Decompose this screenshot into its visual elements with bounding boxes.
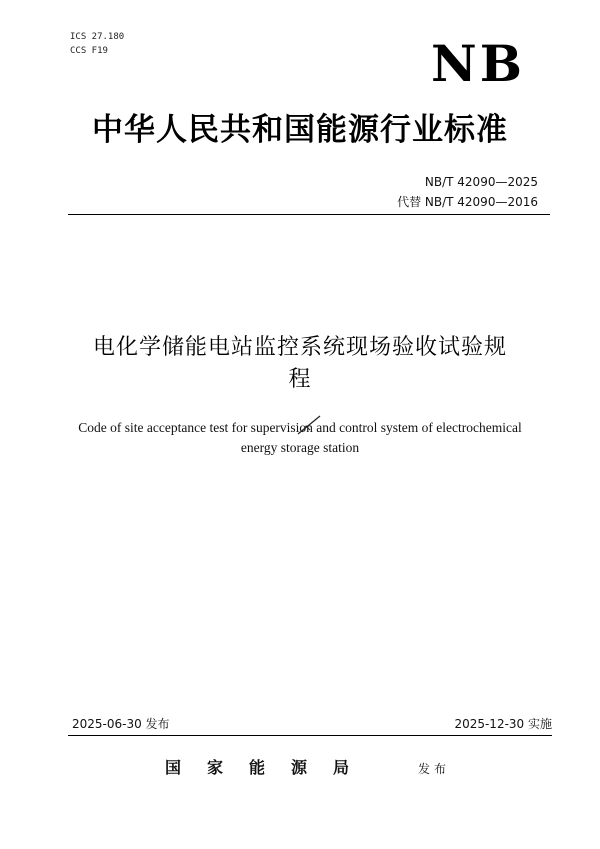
- english-title-line-2: energy storage station: [240, 440, 360, 455]
- publish-date: 2025-06-30 发布: [72, 717, 170, 731]
- issue-label: 发布: [418, 762, 451, 776]
- english-title-line-1: Code of site acceptance test for supervision and control system of electrochemical: [78, 420, 522, 435]
- classification-codes: [70, 30, 124, 58]
- handwritten-correction-mark: [296, 414, 322, 436]
- standard-numbers: [397, 172, 538, 212]
- standard-category-title: 中华人民共和国能源行业标准: [92, 112, 508, 148]
- standard-number: NB/T 42090—2025: [424, 175, 538, 189]
- nb-logo: NB: [431, 34, 525, 93]
- title-line-1: 电化学储能电站监控系统现场验收试验规: [92, 335, 507, 360]
- replaces-number: 代替 NB/T 42090—2016: [397, 195, 538, 209]
- ics-code: ICS 27.180: [70, 32, 125, 42]
- implementation-date: 2025-12-30 实施: [454, 717, 552, 731]
- document-title-chinese: [60, 332, 540, 396]
- header-divider: [68, 214, 550, 215]
- footer-divider: [68, 735, 552, 736]
- title-line-2: 程: [288, 367, 312, 392]
- issuing-authority: 国家能源局: [165, 758, 376, 777]
- ccs-code: CCS F19: [70, 46, 108, 56]
